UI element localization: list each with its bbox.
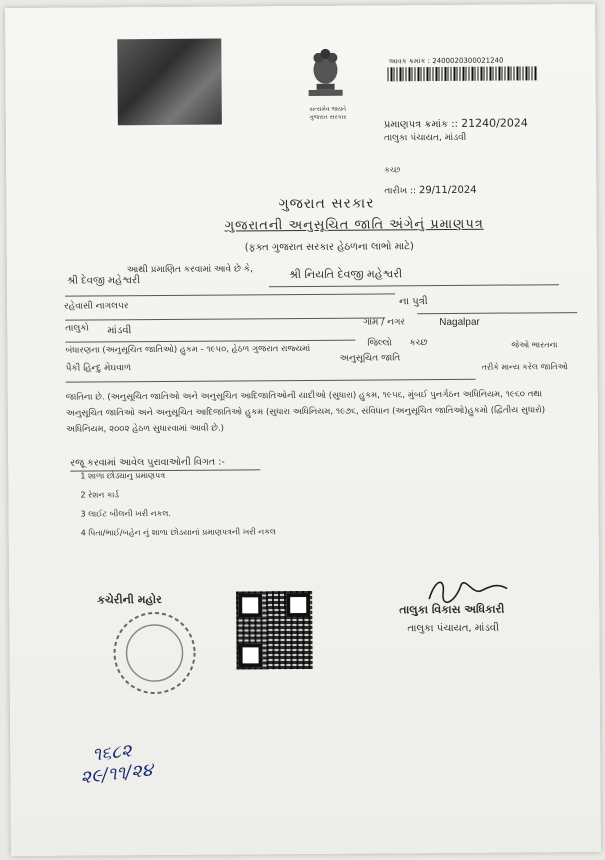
list-item: 1 શાળા છોડ્યાનુ પ્રમાણપત્ર [80,470,166,481]
officer-office: તાલુકા પંચાયત, માંડવી [407,622,499,635]
relation-text: ના પુત્રી [399,296,428,308]
district-value: કચ્છ [409,338,428,349]
taluka-value: માંડવી [107,325,132,337]
caste-line [66,363,132,373]
father-name: શ્રી દેવજી મહેશ્વરી [66,275,140,287]
officer-title: તાલુકા વિકાસ અધિકારી [399,602,505,617]
handwritten-date: ૨૯/૧૧/૨૪ [79,759,155,789]
recognized-text: તરીકે માન્ય કરેલ જાતિઓ [481,362,568,372]
resident-value: નાગલપર [95,301,129,312]
list-item: 3 લાઈટ બીલની ખરી નકલ. [80,508,171,519]
office-seal-label: કચેરીની મહોર [97,592,162,607]
constitution-text: બંધારણના (અનુસૂચિત જાતિઓ) હુકમ - ૧૯૫૦, હેઠળ ગુજરાત રાજ્યમાં [65,343,311,356]
issue-date-value: 29/11/2024 [418,184,477,197]
certificate-title: ગુજરાતની અનુસૂચિત જાતિ અંગેનું પ્રમાણપત્ર [224,216,484,234]
certificate-number [384,116,528,130]
legal-paragraph: જાતિના છે. (અનુસૂચિત જાતિઓ અને અનુસૂચિત આદિજાતિઓની યાદીઓ (સુધારા) હુકમ, ૧૯૫૬, મુંબઈ પુનર્ગઠન અધિનિયમ, ૧૯૬૦ તથા અનુસૂચિત જાતિઓ અને અનુસૂચિત આદિજાતિઓ હુકમ (સુધારા અધિનિયમ, ૧૯૭૬, સંવિધાન (અનુસૂચિત જાતિઓ)હુકમો (દ્વિતીય સુધારો) અધિનિયમ, ૨૦૦૨ હેઠળ સુધારવામાં આવી છે.) [65,389,546,435]
applicant-name: શ્રી નિયતિ દેવજી મહેશ્વરી [288,267,403,282]
certificate-number-label: પ્રમાણપત્ર ક્રમાંક :: [383,118,459,131]
certify-text: આથી પ્રમાણિત કરવામાં આવે છે કે, [126,264,254,276]
district-label: જિલ્લો [367,338,392,349]
certificate-number-value: 21240/2024 [461,116,528,130]
application-number [388,57,503,67]
applicant-photo [117,39,222,126]
qr-code [236,591,313,670]
india-text: જેઓ ભારતના [511,340,558,350]
barcode [387,66,537,81]
documents-list [80,470,276,543]
caste-category: અનુસૂચિત જાતિ [339,353,401,364]
emblem-caption-line2: ગુજરાત સરકાર [309,113,347,121]
taluka-label: તાલુકો [65,323,89,334]
application-number-value: 2400020300021240 [432,56,504,66]
emblem-caption-line1: સત્યમેવ જયતે [309,105,347,113]
village-value: Nagalpar [439,316,480,329]
national-emblem-icon [298,44,352,106]
documents-heading: રજૂ કરવામાં આવેલ પુરાવાઓની વિગત :- [70,456,225,469]
certificate-subtitle: (ફક્ત ગુજરાત સરકાર હેઠળના લાભો માટે) [244,241,414,254]
issuer-line: તાલુકા પંચાયત, માંડવી [383,132,467,144]
certificate-page [5,4,601,856]
list-item: 2 રેશન કાર્ડ [80,490,119,500]
caste-line-prefix: પૈકી [65,363,81,374]
issue-date [384,185,476,197]
government-title: ગુજરાત સરકાર [278,195,375,213]
application-number-label: આવક ક્રમાંક : [388,57,431,66]
office-seal-stamp [102,607,203,700]
handwritten-number: ૧૬૮૨ [91,740,133,766]
village-label: ગામ / નગર [363,317,406,328]
issue-date-label: તારીખ :: [384,186,417,197]
list-item: 4 પિતા/ભાઈ/બહેન નું શાળા છોડયાનાં પ્રમાણપત્રની ખરી નકલ [80,527,276,538]
resident-label: રહેવાસી [64,301,93,312]
emblem-caption [298,106,358,122]
resident-field [64,301,128,311]
caste-name: હિન્દુ મેઘવાળ [83,363,132,374]
place-label: કચ્છ [384,165,401,175]
